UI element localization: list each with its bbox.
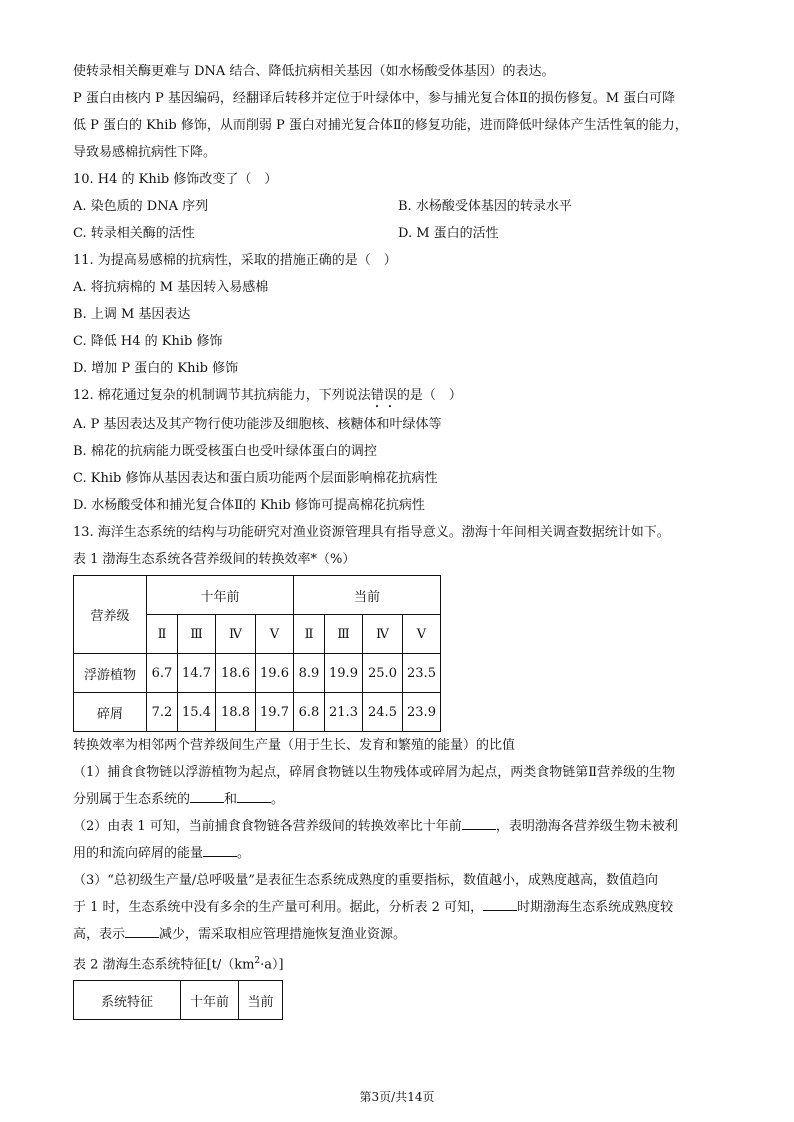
q12-stem-pre: 12. 棉花通过复杂的机制调节其抗病能力，下列说法 [73,388,371,403]
q13-part-2-text: 。 [237,846,251,861]
q13-part-2-line-1 [73,813,733,840]
table-1-level-header: Ⅳ [216,615,256,654]
q13-part-1-line-2 [73,786,733,813]
q12-option-a: A. P 基因表达及其产物行使功能涉及细胞核、核糖体和叶绿体等 [73,417,442,432]
q10-option-c: C. 转录相关酶的活性 [73,226,195,241]
q12-option-c: C. Khib 修饰从基因表达和蛋白质功能两个层面影响棉花抗病性 [73,471,438,486]
q10-option-a: A. 染色质的 DNA 序列 [73,199,209,214]
q12-option-b: B. 棉花的抗病能力既受核蛋白也受叶绿体蛋白的调控 [73,444,377,459]
table-1-caption: 表 1 渤海生态系统各营养级间的转换效率*（%） [73,552,356,567]
table-1-note: 转换效率为相邻两个营养级间生产量（用于生长、发育和繁殖的能量）的比值 [73,738,516,753]
q13-part-1-text: 分别属于生态系统的 [73,792,191,807]
q13-part-2-text: （2）由表 1 可知，当前捕食食物链各营养级间的转换效率比十年前 [73,819,462,834]
intro-line-1: 使转录相关酶更难与 DNA 结合、降低抗病相关基因（如水杨酸受体基因）的表达。 [73,64,555,79]
q13-part-3-line-1: （3）“总初级生产量/总呼吸量”是表征生态系统成熟度的重要指标，数值越小，成熟度越高，数值趋向 [73,873,658,888]
table-2-header: 当前 [239,981,283,1020]
table-1-level-header: Ⅴ [256,615,294,654]
q13-part-2-text: ，表明渤海各营养级生物未被利 [495,819,678,834]
q12-stem-emphasis: 错误 [370,388,397,403]
q13-part-2-text: 用的和流向碎屑的能量 [73,846,204,861]
table-1-cell: 25.0 [363,654,403,693]
table-1 [73,575,441,732]
q13-part-3-line-3 [73,921,733,948]
intro-line-4: 导致易感棉抗病性下降。 [73,145,217,160]
q13-part-1-text: 。 [271,792,285,807]
table-1-cell: 7.2 [147,693,178,732]
intro-line-2: P 蛋白由核内 P 基因编码，经翻译后转移并定位于叶绿体中，参与捕光复合体Ⅱ的损伤修复。M 蛋白可降 [73,91,676,106]
table-1-level-header: Ⅳ [363,615,403,654]
q13-part-3-text: 减少，需采取相应管理措施恢复渔业资源。 [159,927,407,942]
table-row [74,693,441,732]
q13-part-1-text: 和 [224,792,238,807]
q10-option-b: B. 水杨酸受体基因的转录水平 [398,199,572,214]
table-1-cell: 6.8 [294,693,325,732]
answer-blank [203,843,237,857]
table-1-cell: 23.9 [403,693,441,732]
table-1-level-header: Ⅱ [294,615,325,654]
question-13-stem: 13. 海洋生态系统的结构与功能研究对渔业资源管理具有指导意义。渤海十年间相关调查数据统计如下。 [73,525,670,540]
q11-option-a: A. 将抗病棉的 M 基因转入易感棉 [73,280,269,295]
table-1-cell: 6.7 [147,654,178,693]
answer-blank [125,924,159,938]
table-1-level-header: Ⅴ [403,615,441,654]
table-1-group-current: 当前 [294,576,441,615]
q11-option-c: C. 降低 H4 的 Khib 修饰 [73,334,223,349]
answer-blank [462,816,496,830]
table-1-cell: 14.7 [178,654,216,693]
answer-blank [237,789,271,803]
table-1-corner: 营养级 [74,576,147,654]
table-1-cell: 15.4 [178,693,216,732]
table-2-header: 系统特征 [74,981,181,1020]
answer-blank [190,789,224,803]
document-page [73,58,733,1020]
table-2 [73,980,283,1020]
intro-line-3: 低 P 蛋白的 Khib 修饰，从而削弱 P 蛋白对捕光复合体Ⅱ的修复功能，进而降低叶绿体产生活性氧的能力， [73,118,688,133]
table-1-cell: 23.5 [403,654,441,693]
q13-part-3-text: 高，表示 [73,927,126,942]
table-1-level-header: Ⅱ [147,615,178,654]
table-1-cell: 21.3 [325,693,363,732]
table-1-level-header: Ⅲ [325,615,363,654]
table-1-row-label: 碎屑 [74,693,147,732]
table-1-cell: 18.8 [216,693,256,732]
table-1-cell: 19.7 [256,693,294,732]
question-12-stem [73,382,733,411]
table-1-group-ten-years-ago: 十年前 [147,576,294,615]
table-1-level-header: Ⅲ [178,615,216,654]
q11-option-d: D. 增加 P 蛋白的 Khib 修饰 [73,361,239,376]
q10-option-d: D. M 蛋白的活性 [398,226,499,241]
table-1-cell: 24.5 [363,693,403,732]
table-2-caption [73,948,733,978]
q12-stem-post: 的是（ ） [396,388,462,403]
q13-part-3-line-2 [73,894,733,921]
table-1-cell: 18.6 [216,654,256,693]
page-footer: 第3页/共14页 [359,1090,435,1104]
q11-option-b: B. 上调 M 基因表达 [73,307,191,322]
question-11-stem: 11. 为提高易感棉的抗病性，采取的措施正确的是（ ） [73,253,397,268]
table-1-cell: 19.6 [256,654,294,693]
table-1-cell: 8.9 [294,654,325,693]
table-2-caption-text: ·a）] [260,957,284,973]
question-10-stem: 10. H4 的 Khib 修饰改变了（ ） [73,172,278,187]
q12-option-d: D. 水杨酸受体和捕光复合体Ⅱ的 Khib 修饰可提高棉花抗病性 [73,498,425,513]
q13-part-1-line-1: （1）捕食食物链以浮游植物为起点，碎屑食物链以生物残体或碎屑为起点，两类食物链第Ⅱ营养级的生物 [73,765,676,780]
table-1-row-label: 浮游植物 [74,654,147,693]
table-2-caption-text: 表 2 渤海生态系统特征[t/（km [73,957,255,973]
q13-part-3-text: 时期渤海生态系统成熟度较 [517,900,674,915]
table-2-header: 十年前 [181,981,239,1020]
table-row [74,654,441,693]
table-1-cell: 19.9 [325,654,363,693]
q13-part-2-line-2 [73,840,733,867]
answer-blank [483,897,517,911]
table-2-caption-sup: 2 [254,956,261,966]
question-10-options-cd [73,220,733,247]
question-10-options-ab [73,193,733,220]
q13-part-3-text: 于 1 时，生态系统中没有多余的生产量可利用。据此，分析表 2 可知， [73,900,484,915]
